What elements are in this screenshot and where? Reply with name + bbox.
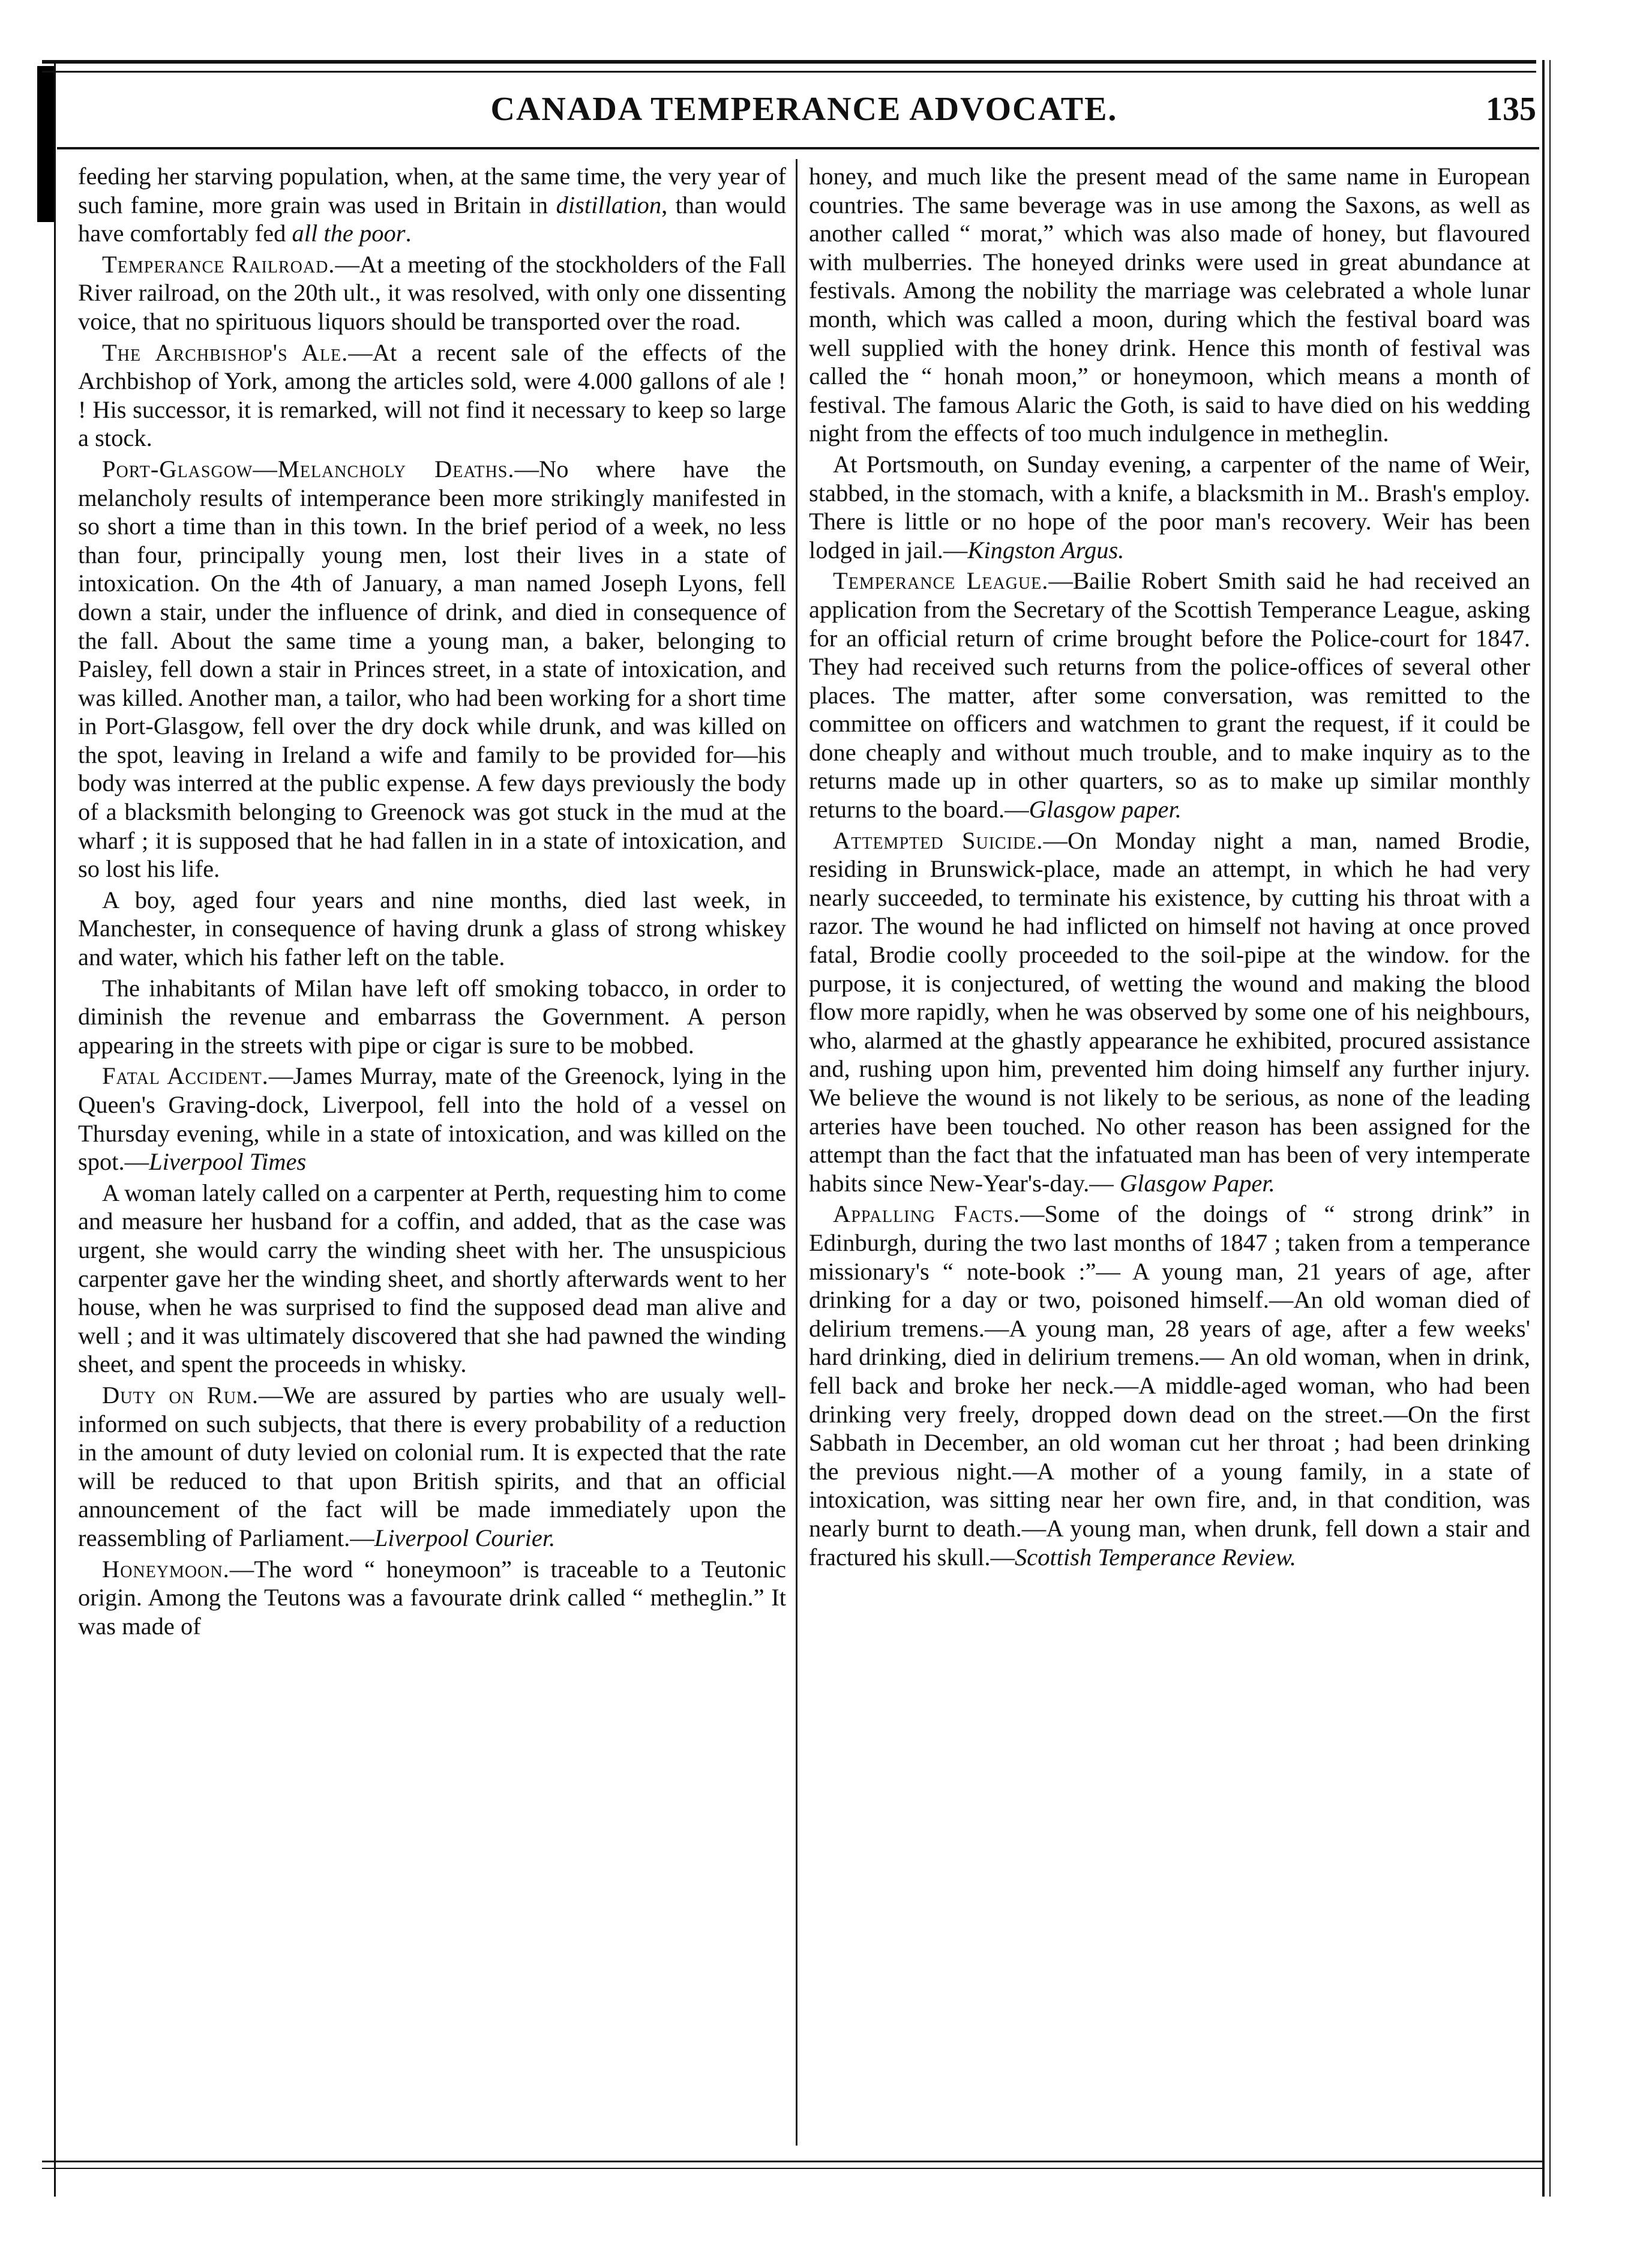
right-frame-rule-inner — [1549, 60, 1551, 2197]
article-heading: Port-Glasgow—Melancholy Deaths. — [102, 455, 515, 483]
article-famine-distillation: feeding her starving population, when, at the same time, the very year of such famine, more grain was used in Britain in distillation, than would have comfortably fed all the poor. — [78, 163, 786, 247]
article-fatal-accident: Fatal Accident.—James Murray, mate of the Greenock, lying in the Queen's Graving-dock, Liverpool, fell into the hold of a vessel on Thursday evening, while in a state of intoxication, and was killed on the spot.—Liverpool Times — [78, 1062, 786, 1176]
bottom-rule-2 — [42, 2168, 1542, 2169]
article-heading: Temperance League. — [833, 567, 1049, 595]
column-divider — [796, 159, 797, 2146]
left-column — [78, 162, 786, 2143]
article-honeymoon: Honeymoon.—The word “ honeymoon” is traceable to a Teutonic origin. Among the Teutons was a favourate drink called “ metheglin.” It was made of — [78, 1555, 786, 1640]
article-duty-on-rum: Duty on Rum.—We are assured by parties who are usualy well-informed on such subjects, that there is every probability of a reduction in the amount of duty levied on colonial rum. It is expected that the rate will be reduced to that upon British spirits, and that an official announcement of the fact will be made immediately upon the reassembling of Parliament.—Liverpool Courier. — [78, 1381, 786, 1551]
article-honeymoon-continued: honey, and much like the present mead of the same name in European countries. The same beverage was in use among the Saxons, as well as another called “ morat,” which was also made of honey, but flavoured with mulberries. The honeyed drinks were used in great abundance at festivals. Among the nobility the marriage was celebrated a whole lunar month, which was called a moon, during which the festival board was well supplied with the honey drink. Hence this month of festival was called the “ honah moon,” or honeymoon, which means a month of festival. The famous Alaric the Goth, is said to have died on his wedding night from the effects of too much indulgence in metheglin. — [809, 163, 1530, 447]
article-heading: Fatal Accident. — [102, 1062, 269, 1090]
article-appalling-facts: Appalling Facts.—Some of the doings of “ strong drink” in Edinburgh, during the two last months of 1847 ; taken from a temperance missionary's “ note-book :”— A young man, 21 years of age, after drinking for a day or two, poisoned himself.—An old woman died of delirium tremens.—A young man, 28 years of age, after a few weeks' hard drinking, died in delirium tremens.— An old woman, when in drink, fell back and broke her neck.—A middle-aged woman, who had been drinking very freely, dropped down dead on the street.—On the first Sabbath in December, an old woman cut her throat ; had been drinking the previous night.—A mother of a young family, in a state of intoxication, was sitting near her own fire, and, in that condition, was nearly burnt to death.—A young man, when drunk, fell down a stair and fractured his skull.—Scottish Temperance Review. — [809, 1200, 1530, 1571]
article-heading: Appalling Facts. — [833, 1200, 1020, 1228]
article-source: Kingston Argus. — [967, 536, 1125, 564]
article-temperance-railroad: Temperance Railroad.—At a meeting of the stockholders of the Fall River railroad, on the 20th ult., it was resolved, with only one dissenting voice, that no spirituous liquors should be transported over the road. — [78, 250, 786, 335]
article-source: Liverpool Times — [149, 1148, 307, 1176]
article-source: Scottish Temperance Review. — [1015, 1543, 1297, 1571]
article-milan-tobacco: The inhabitants of Milan have left off smoking tobacco, in order to diminish the revenue and embarrass the Government. A person appearing in the streets with pipe or cigar is sure to be mobbed. — [78, 974, 786, 1059]
article-heading: The Archbishop's Ale. — [102, 338, 349, 366]
article-heading: Attempted Suicide. — [833, 826, 1044, 854]
article-heading: Duty on Rum. — [102, 1381, 259, 1409]
article-source: Liverpool Courier. — [374, 1524, 556, 1551]
page-number: 135 — [1486, 91, 1536, 128]
publication-title: CANADA TEMPERANCE ADVOCATE. — [490, 91, 1118, 128]
right-column — [809, 162, 1530, 2143]
article-heading: Honeymoon. — [102, 1555, 230, 1583]
article-source: Glasgow Paper. — [1119, 1169, 1275, 1197]
left-frame-rule — [54, 60, 56, 2197]
article-heading: Temperance Railroad. — [102, 250, 335, 278]
top-rule-outer — [42, 60, 1536, 64]
article-perth-winding-sheet: A woman lately called on a carpenter at Perth, requesting him to come and measure her husband for a coffin, and added, that as the case was urgent, she would carry the winding sheet with her. The unsuspicious carpenter gave her the winding sheet, and shortly afterwards went to her house, when he was surprised to find the supposed dead man alive and well ; and it was ultimately discovered that she had pawned the winding sheet, and spent the proceeds in whisky. — [78, 1179, 786, 1378]
top-rule-inner — [42, 71, 1536, 73]
header-rule — [57, 147, 1539, 149]
running-header — [72, 90, 1536, 144]
article-archbishops-ale: The Archbishop's Ale.—At a recent sale of the effects of the Archbishop of York, among the articles sold, were 4.000 gallons of ale ! ! His successor, it is remarked, will not find it necessary to keep so large a stock. — [78, 338, 786, 452]
right-frame-rule-outer — [1542, 60, 1545, 2197]
article-manchester-boy: A boy, aged four years and nine months, died last week, in Manchester, in consequence of having drunk a glass of strong whiskey and water, which his father left on the table. — [78, 886, 786, 971]
article-attempted-suicide: Attempted Suicide.—On Monday night a man, named Brodie, residing in Brunswick-place, made an attempt, in which he had very nearly succeeded, to terminate his existence, by cutting his throat with a razor. The wound he had inflicted on himself not having at once proved fatal, Brodie coolly proceeded to the soil-pipe at the window. for the purpose, it is conjectured, of wetting the wound and making the blood flow more rapidly, when he was observed by some one of his neighbours, who, alarmed at the ghastly appearance he exhibited, procured assistance and, rushing upon him, prevented him doing himself any further injury. We believe the wound is not likely to be serious, as none of the leading arteries have been touched. No other reason has been assigned for the attempt than the fact that the infatuated man has been of very intemperate habits since New-Year's-day.— Glasgow Paper. — [809, 826, 1530, 1197]
article-temperance-league: Temperance League.—Bailie Robert Smith said he had received an application from the Secretary of the Scottish Temperance League, asking for an official return of crime brought before the Police-court for 1847. They had received such returns from the police-offices of several other places. The matter, after some conversation, was remitted to the committee on officers and watchmen to grant the request, if it could be done cheaply and without much trouble, and to make inquiry as to the returns made up in other quarters, so as to make up similar monthly returns to the board.—Glasgow paper. — [809, 567, 1530, 823]
binding-edge-bar — [37, 66, 54, 222]
article-source: Glasgow paper. — [1029, 796, 1182, 823]
article-port-glasgow-deaths: Port-Glasgow—Melancholy Deaths.—No where have the melancholy results of intemperance been more strikingly manifested in so short a time than in this town. In the brief period of a week, no less than four, principally young men, lost their lives in a state of intoxication. On the 4th of January, a man named Joseph Lyons, fell down a stair, under the influence of drink, and died in consequence of the fall. About the same time a young man, a baker, belonging to Paisley, fell down a stair in Princes street, in a state of intoxication, and was killed. Another man, a tailor, who had been working for a short time in Port-Glasgow, fell over the dry dock while drunk, and was killed on the spot, leaving in Ireland a wife and family to be provided for—his body was interred at the public expense. A few days previously the body of a blacksmith belonging to Greenock was got stuck in the mud at the wharf ; it is supposed that he had fallen in in a state of intoxication, and so lost his life. — [78, 455, 786, 883]
bottom-rule — [42, 2161, 1542, 2162]
article-portsmouth-stabbing: At Portsmouth, on Sunday evening, a carpenter of the name of Weir, stabbed, in the stomach, with a knife, a blacksmith in M.. Brash's employ. There is little or no hope of the poor man's recovery. Weir has been lodged in jail.—Kingston Argus. — [809, 450, 1530, 564]
